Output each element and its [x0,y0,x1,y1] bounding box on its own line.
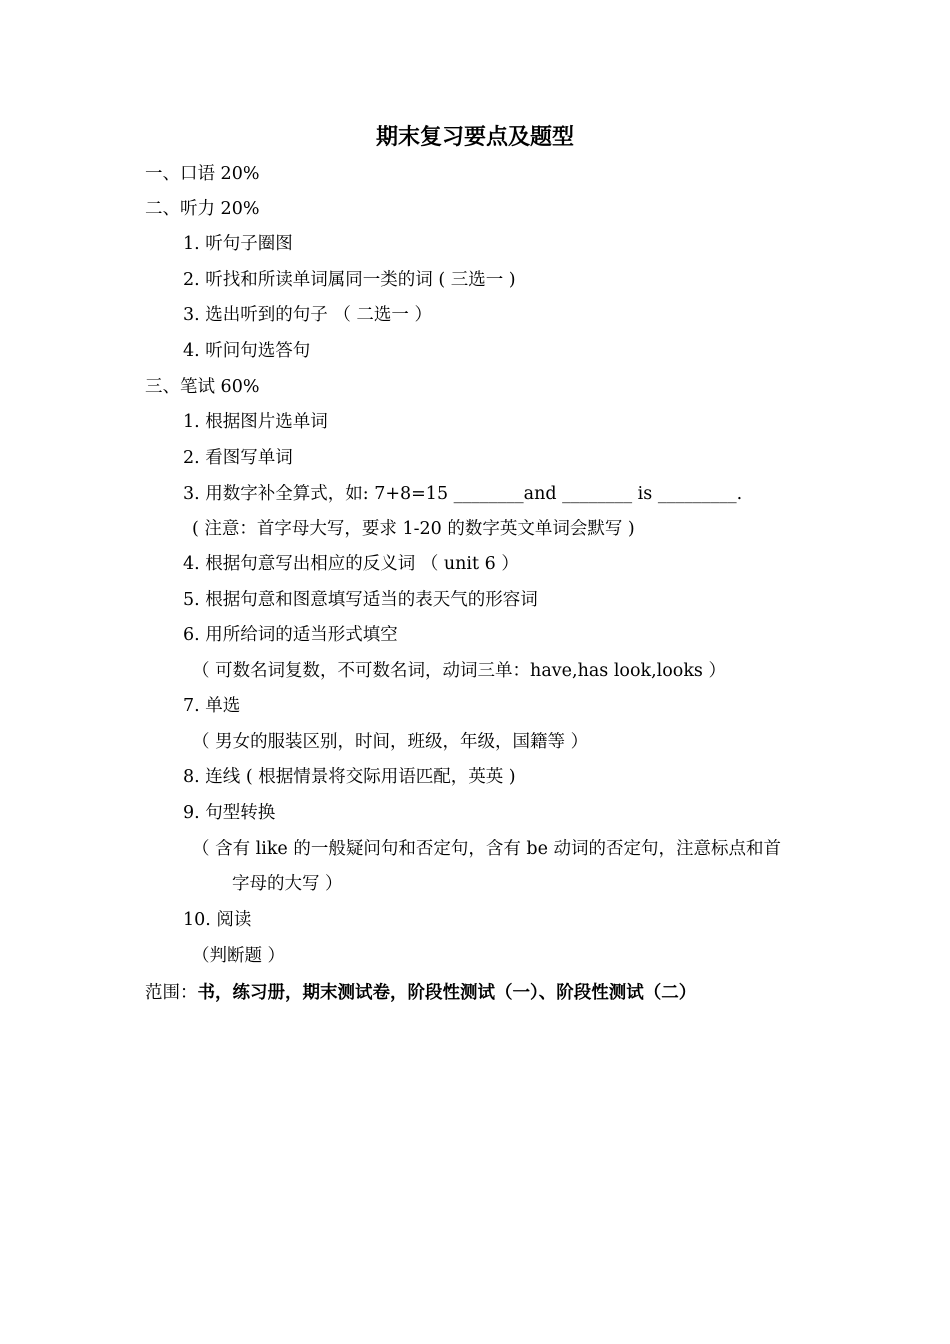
written-item: 9. 句型转换 [183,803,276,823]
written-item: 6. 用所给词的适当形式填空 [183,625,398,645]
listening-item: 1. 听句子圈图 [183,234,293,254]
listening-item: 4. 听问句选答句 [183,341,311,361]
listening-item: 2. 听找和所读单词属同一类的词 ( 三选一 ) [183,270,516,290]
written-item-note: （ 男女的服装区别，时间，班级，年级，国籍等 ） [192,732,589,752]
written-item: 10. 阅读 [183,910,252,930]
written-item: 5. 根据句意和图意填写适当的表天气的形容词 [183,590,538,610]
page-title: 期末复习要点及题型 [375,124,574,150]
listening-item: 3. 选出听到的句子 （ 二选一 ） [183,305,432,325]
written-item: 7. 单选 [183,696,241,716]
scope-line [145,980,696,1006]
scope-label: 范围： [145,983,198,1003]
scope-text: 书，练习册，期末测试卷，阶段性测试（一）、阶段性测试（二） [197,983,697,1003]
section-written: 三、笔试 60% [145,377,260,397]
written-item: 2. 看图写单词 [183,448,293,468]
section-oral: 一、口语 20% [145,164,260,184]
written-item-note: 字母的大写 ） [232,874,343,894]
written-item-note: ( 注意：首字母大写，要求 1-20 的数字英文单词会默写 ) [192,519,635,539]
written-item-note: （ 可数名词复数，不可数名词，动词三单：have,has look,looks ） [192,661,726,681]
written-item: 8. 连线 ( 根据情景将交际用语匹配，英英 ) [183,767,516,787]
written-item: 4. 根据句意写出相应的反义词 （ unit 6 ） [183,554,519,574]
section-listening: 二、听力 20% [145,199,260,219]
written-item-note: （判断题 ） [192,946,286,966]
written-item: 1. 根据图片选单词 [183,412,328,432]
written-item-note: （ 含有 like 的一般疑问句和否定句，含有 be 动词的否定句，注意标点和首 [192,839,782,859]
written-item: 3. 用数字补全算式，如: 7+8=15 ________and ________ is _________. [183,484,743,504]
